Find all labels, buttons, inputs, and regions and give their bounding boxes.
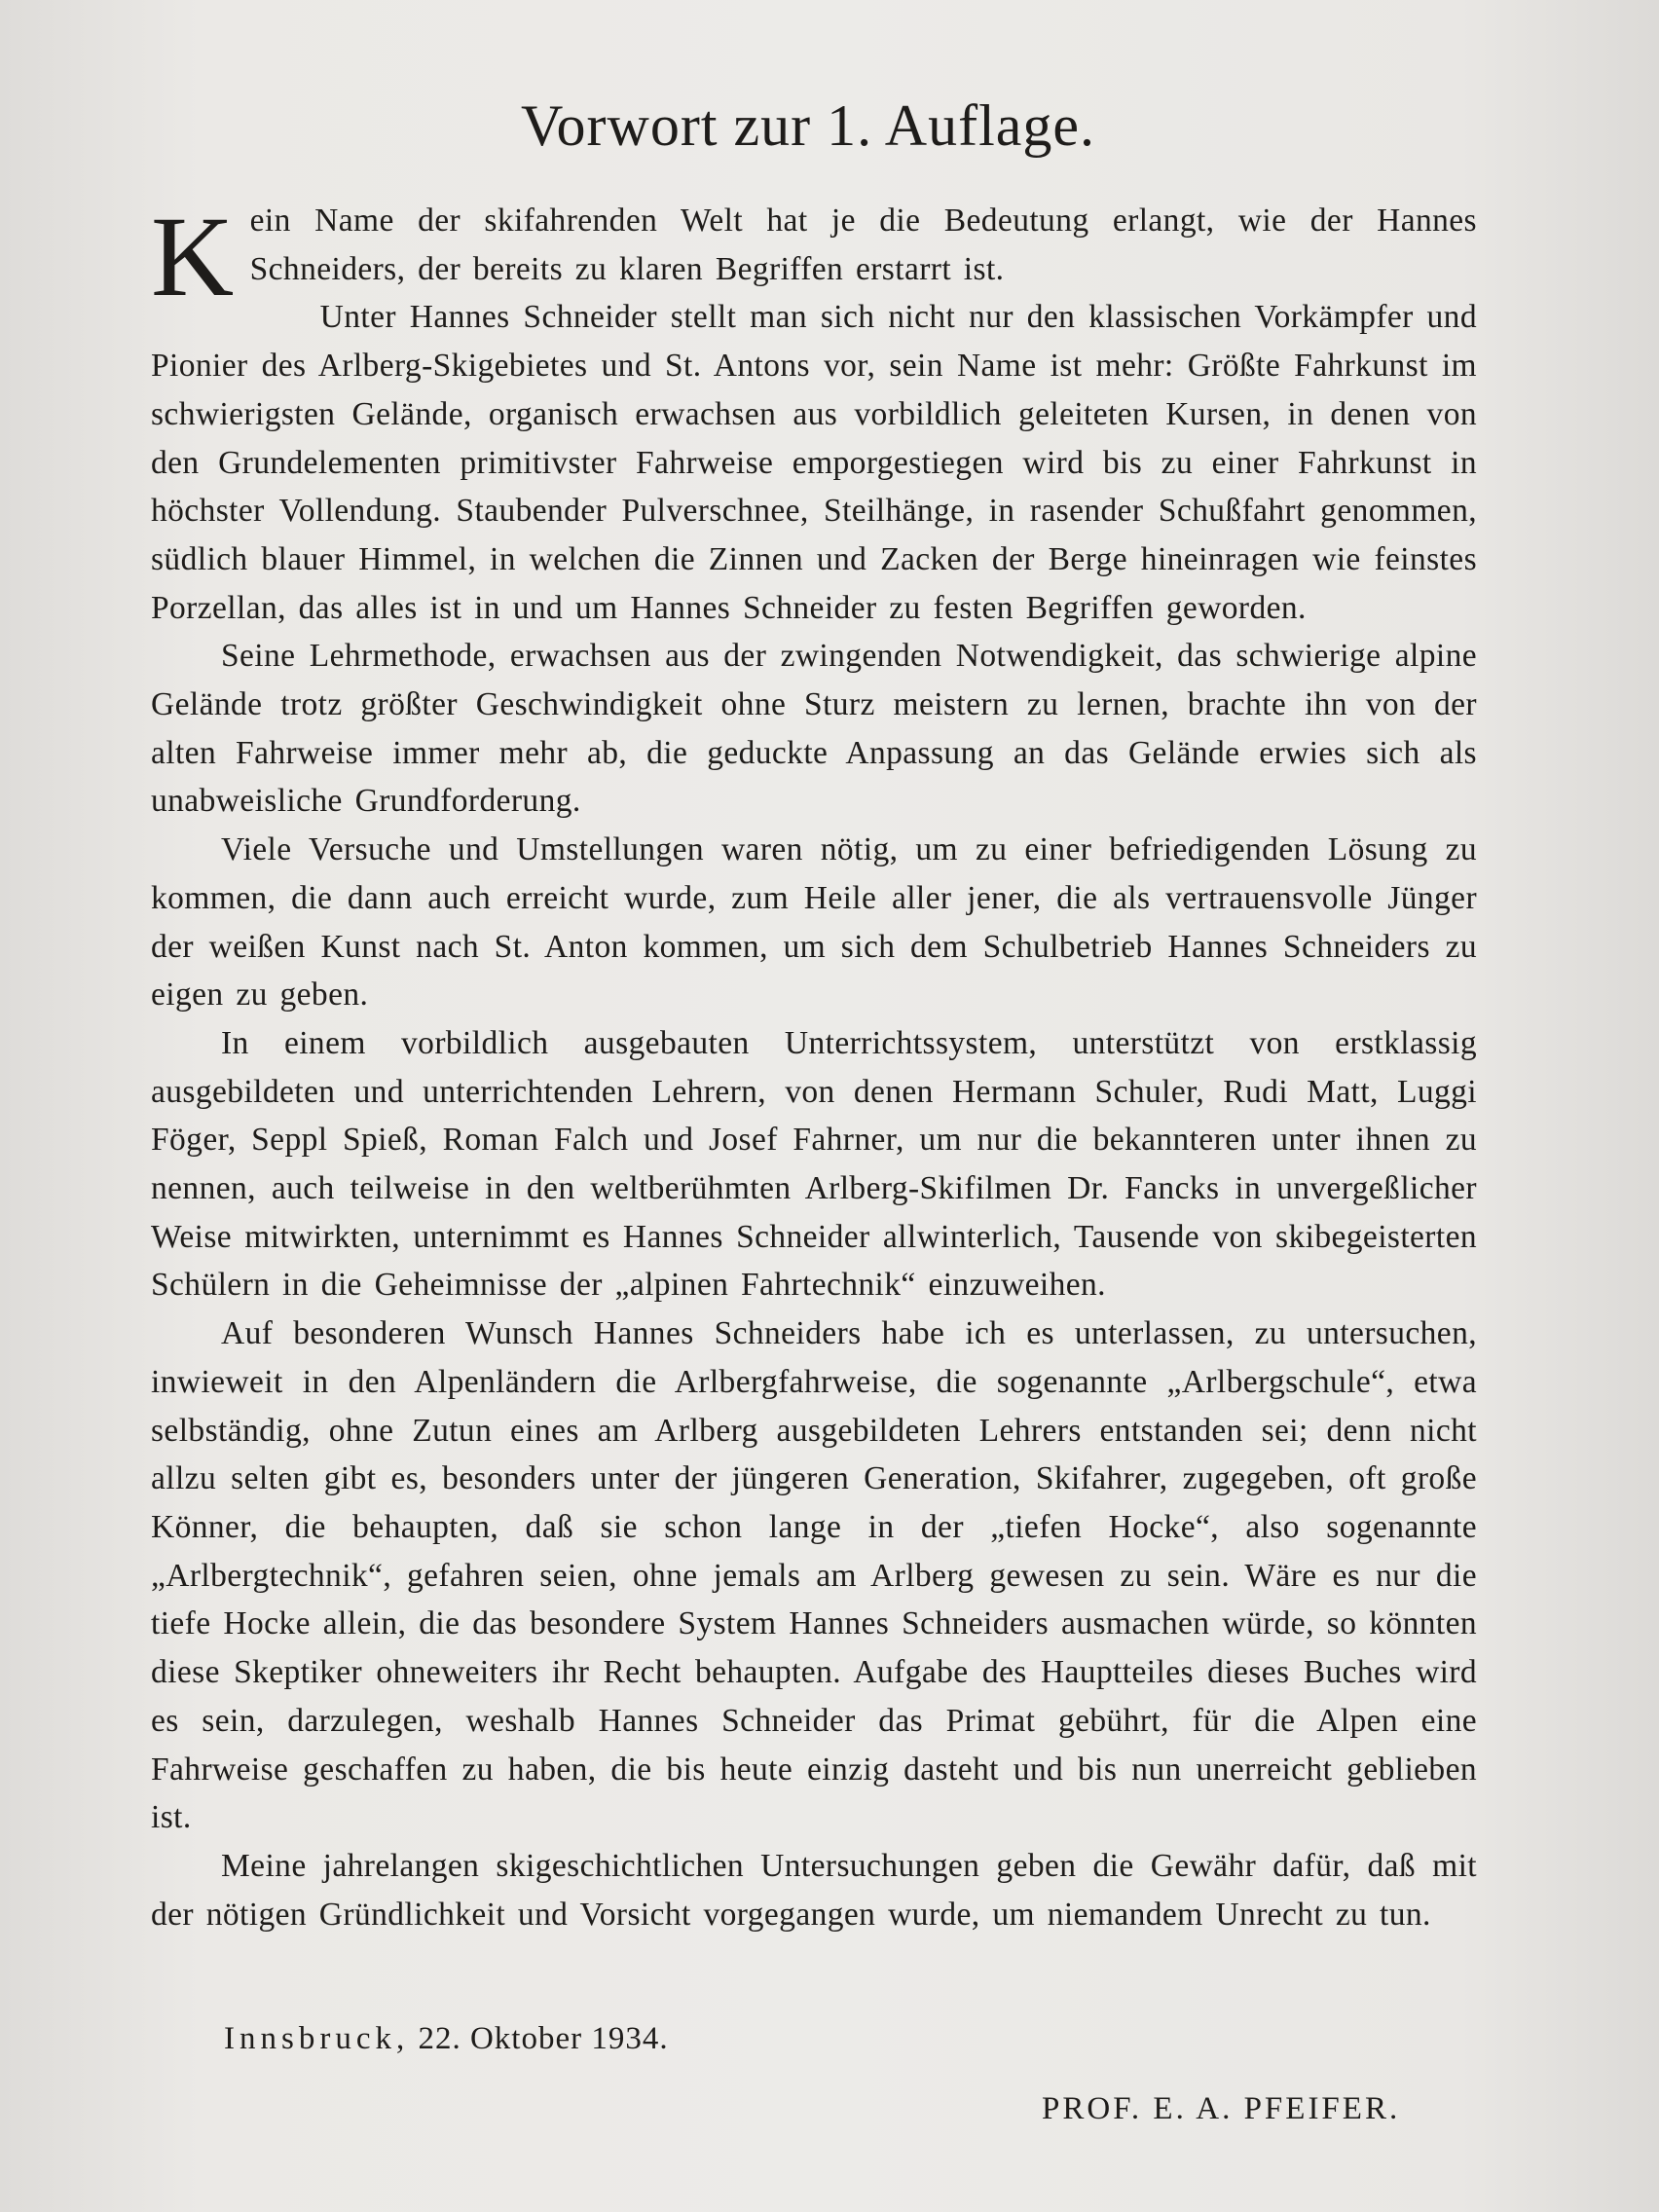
paragraph-6: Auf besonderen Wunsch Hannes Schneiders habe ich es unterlassen, zu untersuchen, inwieweit in den Alpenländern die Arlbergfahrweise, die sogenannte „Arlbergschule“, etwa selbständig, ohne Zutun eines am Arlberg ausgebildeten Lehrers entstanden sei; denn nicht allzu selten gibt es, besonders unter der jüngeren Generation, Skifahrer, zugegeben, oft große Könner, die behaupten, daß sie schon lange in der „tiefen Hocke“, also sogenannte „Arlbergtechnik“, gefahren seien, ohne jemals am Arlberg gewesen zu sein. Wäre es nur die tiefe Hocke allein, die das besondere System Hannes Schneiders ausmachen würde, so könnten diese Skeptiker ohneweiters ihr Recht behaupten. Aufgabe des Hauptteiles dieses Buches wird es sein, darzulegen, weshalb Hannes Schneider das Primat gebührt, für die Alpen eine Fahrweise geschaffen zu haben, die bis heute einzig dasteht und bis nun unerreicht geblieben ist.	[151, 1315, 1477, 1836]
paragraph-7: Meine jahrelangen skigeschichtlichen Untersuchungen geben die Gewähr dafür, daß mit der nötigen Gründlichkeit und Vorsicht vorgegangen wurde, um niemandem Unrecht zu tun.	[151, 1847, 1477, 1933]
paragraph-text: ein Name der skifahrenden Welt hat je die Bedeutung erlangt, wie der Hannes Schneiders, der bereits zu klaren Begriffen erstarrt ist.	[249, 203, 1477, 287]
page-title: Vorwort zur 1. Auflage.	[520, 93, 1096, 158]
paragraph-4: Viele Versuche und Umstellungen waren nötig, um zu einer befriedigenden Lösung zu kommen, die dann auch erreicht wurde, zum Heile aller jener, die als vertrauensvolle Jünger der weißen Kunst nach St. Anton kommen, um sich dem Schulbetrieb Hannes Schneiders zu eigen zu geben.	[151, 831, 1477, 1014]
dateline	[224, 2021, 669, 2057]
paragraph-5: In einem vorbildlich ausgebauten Unterrichtssystem, unterstützt von erstklassig ausgebildeten und unterrichtenden Lehrern, von denen Hermann Schuler, Rudi Matt, Luggi Föger, Seppl Spieß, Roman Falch und Josef Fahrner, um nur die bekannteren unter ihnen zu nennen, auch teilweise in den weltberühmten Arlberg-Skifilmen Dr. Fancks in unvergeßlicher Weise mitwirkten, unternimmt es Hannes Schneider allwinterlich, Tausende von skibegeisterten Schülern in die Geheimnisse der „alpinen Fahrtechnik“ einzuweihen.	[151, 1024, 1477, 1304]
dateline-date: 22. Oktober 1934.	[418, 2021, 669, 2056]
preface-body	[151, 193, 1477, 1938]
paragraph-2: Unter Hannes Schneider stellt man sich nicht nur den klassischen Vorkämpfer und Pionier des Arlberg-Skigebietes und St. Antons vor, sein Name ist mehr: Größte Fahrkunst im schwierigsten Gelände, organisch erwachsen aus vorbildlich geleiteten Kursen, in denen von den Grundelementen primitivster Fahrweise emporgestiegen wird bis zu einer Fahrkunst in höchster Vollendung. Staubender Pulverschnee, Steilhänge, in rasender Schußfahrt genommen, südlich blauer Himmel, in welchen die Zinnen und Zacken der Berge hineinragen wie feinstes Porzellan, das alles ist in und um Hannes Schneider zu festen Begriffen geworden.	[151, 299, 1477, 626]
paragraph-1	[151, 193, 1477, 320]
author-signature: PROF. E. A. PFEIFER.	[1042, 2091, 1401, 2126]
paragraph-3: Seine Lehrmethode, erwachsen aus der zwingenden Notwendigkeit, das schwierige alpine Gelände trotz größter Geschwindigkeit ohne Sturz meistern zu lernen, brachte ihn von der alten Fahrweise immer mehr ab, die geduckte Anpassung an das Gelände erwies sich als unabweisliche Grundforderung.	[151, 638, 1477, 820]
drop-cap: K	[151, 193, 235, 320]
dateline-city: Innsbruck,	[224, 2021, 410, 2056]
